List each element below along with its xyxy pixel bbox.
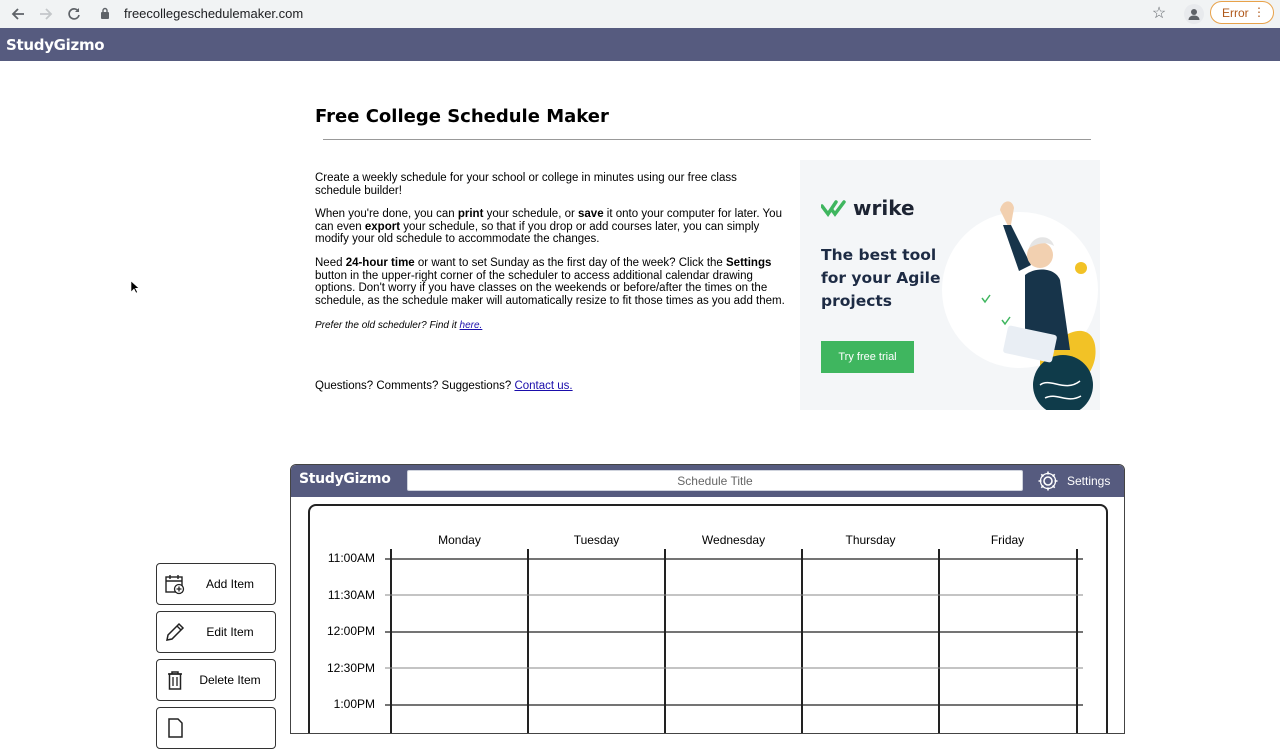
wrike-check-icon [821, 199, 849, 217]
reload-icon[interactable] [60, 2, 88, 26]
ad-logo: wrike [821, 196, 915, 220]
time-label-100pm: 1:00PM [333, 697, 375, 711]
time-label-1100am: 11:00AM [327, 551, 375, 565]
site-header [0, 28, 1280, 61]
lock-icon [98, 6, 112, 20]
day-header-tuesday: Tuesday [573, 533, 620, 547]
old-scheduler-link[interactable]: here. [459, 320, 483, 332]
menu-dots-icon: ⋮ [1253, 5, 1265, 19]
time-label-1200pm: 12:00PM [326, 624, 375, 638]
edit-item-label: Edit Item [206, 625, 254, 639]
scheduler-toolbar [291, 465, 1124, 497]
time-label-1230pm: 12:30PM [326, 661, 375, 675]
day-header-monday: Monday [438, 533, 481, 547]
mouse-cursor-icon [131, 281, 139, 293]
questions-text: Questions? Comments? Suggestions? Contact us. [315, 380, 573, 392]
address-bar[interactable] [98, 2, 1138, 24]
schedule-title-input[interactable]: Schedule Title [407, 470, 1023, 491]
ad-illustration [940, 180, 1100, 410]
profile-icon[interactable] [1184, 4, 1204, 24]
ad-try-free-trial-button[interactable]: Try free trial [821, 341, 914, 373]
scheduler-logo: StudyGizmo [299, 471, 391, 487]
time-label-1130am: 11:30AM [327, 588, 375, 602]
wrike-ad[interactable] [800, 160, 1100, 410]
error-button[interactable] [1210, 1, 1274, 24]
url-text: freecollegeschedulemaker.com [124, 5, 304, 21]
more-action-button[interactable] [156, 707, 276, 749]
add-item-button[interactable] [156, 563, 276, 605]
ad-headline: The best tool for your Agile projects [821, 246, 941, 310]
add-item-label: Add Item [205, 577, 255, 591]
forward-icon[interactable] [32, 2, 60, 26]
document-icon [157, 717, 193, 739]
intro-paragraph-2: When you're done, you can print your schedule, or save it onto your computer for later. You can even export your schedule, so that if you drop or add courses later, you can simply modify your old schedule to accommodate the changes. [315, 208, 782, 246]
browser-toolbar [0, 0, 1280, 28]
intro-paragraph-3: Need 24-hour time or want to set Sunday as the first day of the week? Click the Settings button in the upper-right corner of the scheduler to access additional calendar drawing options. Don't worry if you have classes on the weekends or before/after the times on the schedule, as the schedule maker will automatically resize to fit those times as you add them. [315, 256, 785, 307]
intro-paragraph-1: Create a weekly schedule for your school or college in minutes using our free class schedule builder! [315, 172, 737, 197]
trash-icon [157, 669, 193, 691]
page-title: Free College Schedule Maker [315, 106, 609, 127]
calendar-add-icon [157, 573, 193, 595]
contact-link[interactable]: Contact us. [514, 380, 573, 392]
pencil-icon [157, 621, 193, 643]
error-label: Error [1222, 5, 1249, 20]
day-header-friday: Friday [990, 533, 1025, 547]
back-icon[interactable] [4, 2, 32, 26]
old-scheduler-note: Prefer the old scheduler? Find it here. [315, 320, 483, 332]
settings-button[interactable] [1037, 468, 1121, 494]
scheduler [290, 464, 1125, 734]
gear-icon [1037, 470, 1059, 492]
intro-text [315, 172, 785, 344]
settings-label: Settings [1067, 474, 1111, 488]
bookmark-star-icon[interactable]: ☆ [1151, 5, 1167, 22]
day-header-thursday: Thursday [845, 533, 896, 547]
edit-item-button[interactable] [156, 611, 276, 653]
site-logo[interactable]: StudyGizmo [6, 35, 105, 54]
delete-item-button[interactable] [156, 659, 276, 701]
delete-item-label: Delete Item [199, 673, 261, 687]
day-header-wednesday: Wednesday [701, 533, 766, 547]
title-divider [323, 139, 1091, 140]
